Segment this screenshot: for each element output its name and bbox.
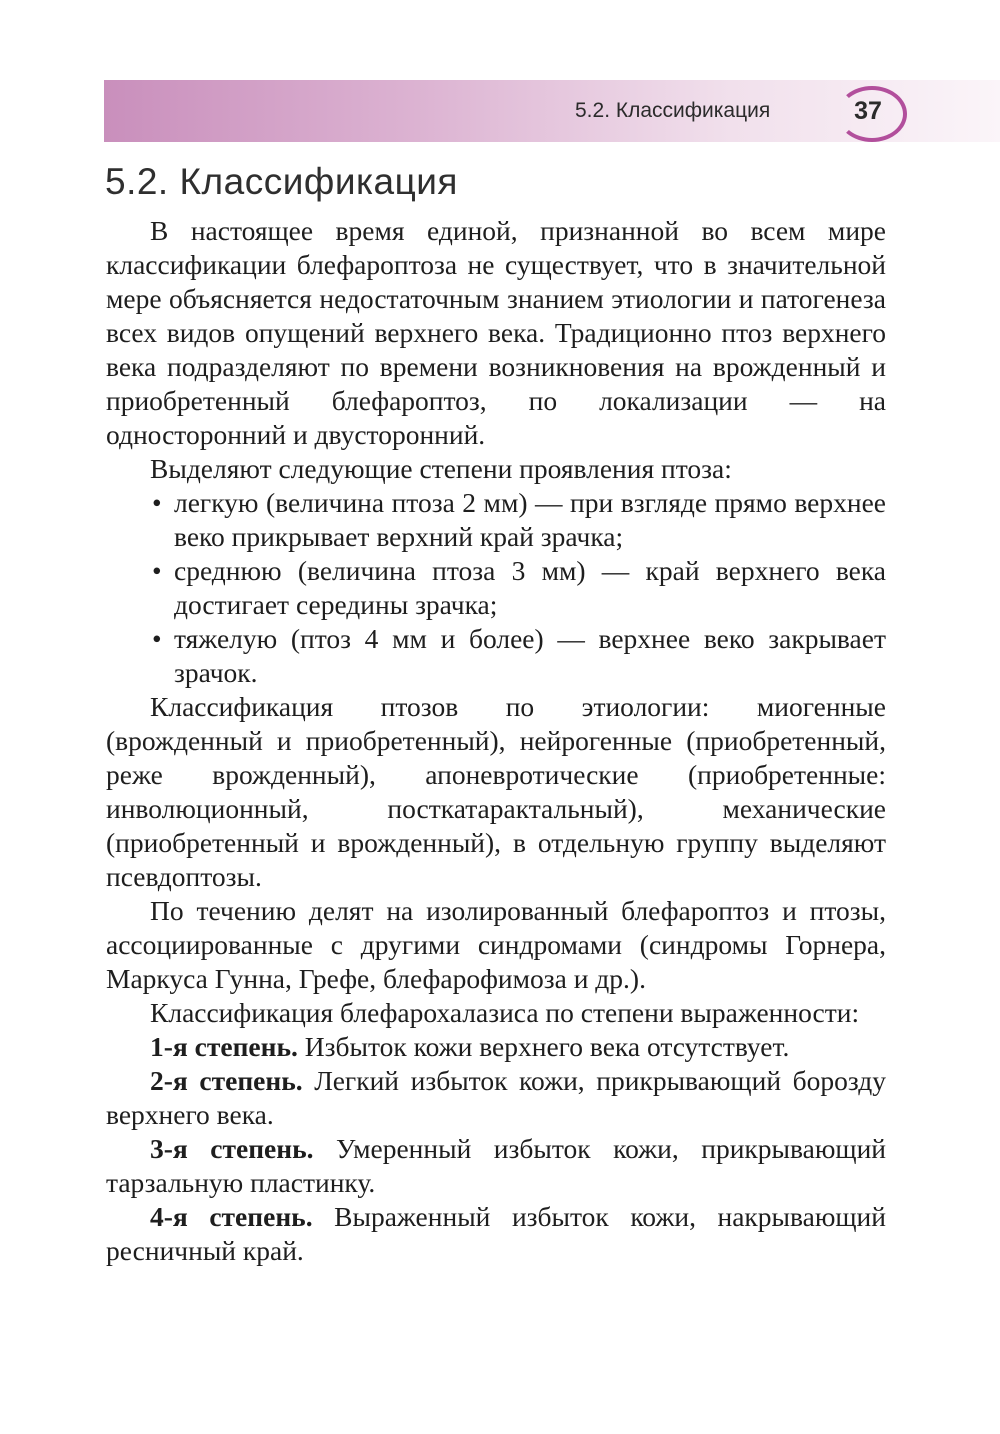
grade-paragraph (106, 1030, 886, 1064)
section-title: 5.2. Классификация (105, 161, 458, 202)
grade-label: 3-я степень. (150, 1133, 314, 1164)
list-item: • тяжелую (птоз 4 мм и более) — верхнее веко закрывает зрачок. (174, 622, 886, 690)
grade-label: 4-я степень. (150, 1201, 313, 1232)
grade-text: Умеренный избыток кожи, прикрывающий тарзальную пластинку. (106, 1133, 886, 1198)
running-head: 5.2. Классификация (575, 99, 771, 122)
etiology-paragraph: Классификация птозов по этиологии: миогенные (врожденный и приобретенный), нейрогенные (приобретенный, реже врожденный), апоневротические (приобретенные: инволюционный, посткатарактальный), механические (приобретенный и врожденный), в отдельную группу выделяют псевдоптозы. (106, 691, 886, 892)
grade-text: Выраженный избыток кожи, накрывающий ресничный край. (106, 1201, 886, 1266)
grade-label: 1-я степень. (150, 1031, 298, 1062)
grade-paragraph (106, 1064, 886, 1132)
page-number: 37 (854, 97, 882, 125)
degrees-intro: Выделяют следующие степени проявления птоза: (150, 453, 732, 484)
grade-paragraph (106, 1132, 886, 1200)
intro-paragraph: В настоящее время единой, признанной во всем мире классификации блефароптоза не существует, что в значительной мере объясняется недостаточным знанием этиологии и патогенеза всех видов опущений верхнего века. Традиционно птоз верхнего века подразделяют по времени возникновения на врожденный и приобретенный блефароптоз, по локализации — на односторонний и двусторонний. (106, 215, 886, 450)
blepharochalasis-intro: Классификация блефарохалазиса по степени выраженности: (150, 997, 860, 1028)
grade-paragraph (106, 1200, 886, 1268)
list-item: • среднюю (величина птоза 3 мм) — край верхнего века достигает середины зрачка; (174, 554, 886, 622)
body-text (106, 214, 886, 1268)
course-paragraph: По течению делят на изолированный блефароптоз и птозы, ассоциированные с другими синдромами (синдромы Горнера, Маркуса Гунна, Грефе, блефарофимоза и др.). (106, 895, 886, 994)
grade-text: Избыток кожи верхнего века отсутствует. (304, 1031, 790, 1062)
list-item: • легкую (величина птоза 2 мм) — при взгляде прямо верхнее веко прикрывает верхний край зрачка; (174, 486, 886, 554)
grade-label: 2-я степень. (150, 1065, 303, 1096)
degrees-list (106, 486, 886, 690)
grade-text: Легкий избыток кожи, прикрывающий борозду верхнего века. (106, 1065, 887, 1130)
